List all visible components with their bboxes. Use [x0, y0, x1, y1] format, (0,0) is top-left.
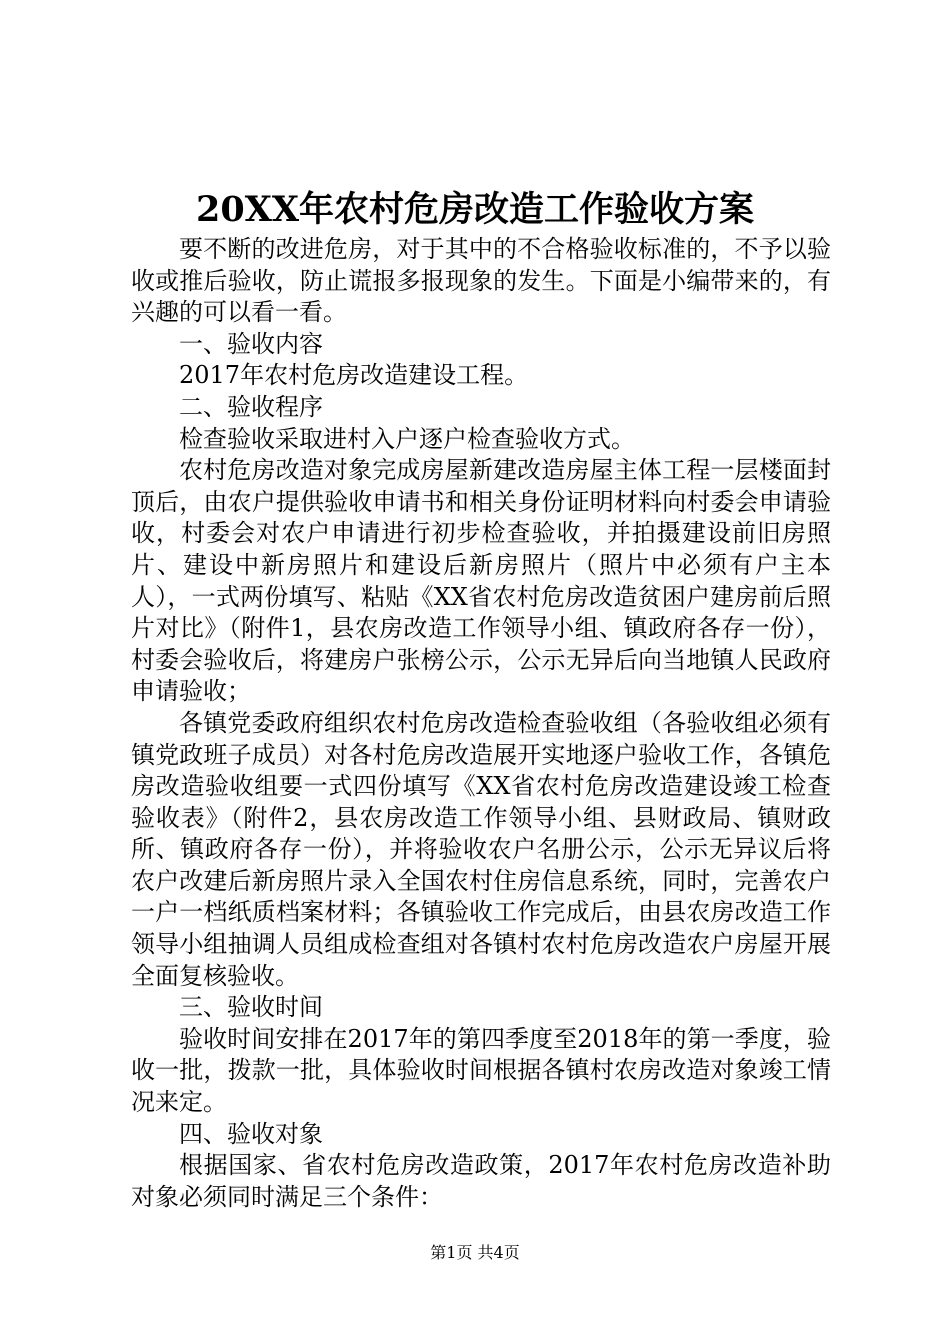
section-heading-target: 四、验收对象	[179, 1119, 323, 1148]
target-paragraph: 根据国家、省农村危房改造政策，2017年农村危房改造补助对象必须同时满足三个条件：	[131, 1151, 831, 1211]
content-paragraph: 2017年农村危房改造建设工程。	[179, 361, 529, 390]
procedure-town-paragraph: 各镇党委政府组织农村危房改造检查验收组（各验收组必须有镇党政班子成员）对各村危房改造展开实地逐户验收工作，各镇危房改造验收组要一式四份填写《XX省农村危房改造建设竣工检查验收表》（附件2，县农房改造工作领导小组、县财政局、镇财政所、镇政府各存一份），并将验收农户名册公示，公示无异议后将农户改建后新房照片录入全国农村住房信息系统，同时，完善农户一户一档纸质档案材料；各镇验收工作完成后，由县农房改造工作领导小组抽调人员组成检查组对各镇村农村危房改造农户房屋开展全面复核验收。	[131, 708, 831, 990]
procedure-method-paragraph: 检查验收采取进村入户逐户检查验收方式。	[179, 424, 635, 453]
document-title: 20XX年农村危房改造工作验收方案	[195, 189, 755, 230]
intro-paragraph: 要不断的改进危房，对于其中的不合格验收标准的，不予以验收或推后验收，防止谎报多报现象的发生。下面是小编带来的，有兴趣的可以看一看。	[131, 235, 831, 327]
time-paragraph: 验收时间安排在2017年的第四季度至2018年的第一季度，验收一批，拨款一批，具体验收时间根据各镇村农房改造对象竣工情况来定。	[131, 1024, 831, 1117]
page-number-footer: 第1页 共4页	[430, 1243, 520, 1262]
document-body	[131, 234, 831, 1213]
section-heading-procedure: 二、验收程序	[179, 392, 323, 421]
procedure-village-paragraph: 农村危房改造对象完成房屋新建改造房屋主体工程一层楼面封顶后，由农户提供验收申请书和相关身份证明材料向村委会申请验收，村委会对农户申请进行初步检查验收，并拍摄建设前旧房照片、建设中新房照片和建设后新房照片（照片中必须有户主本人），一式两份填写、粘贴《XX省农村危房改造贫困户建房前后照片对比》（附件1，县农房改造工作领导小组、镇政府各存一份），村委会验收后，将建房户张榜公示，公示无异后向当地镇人民政府申请验收；	[131, 456, 831, 706]
section-heading-time: 三、验收时间	[179, 993, 323, 1022]
section-heading-content: 一、验收内容	[179, 329, 323, 358]
